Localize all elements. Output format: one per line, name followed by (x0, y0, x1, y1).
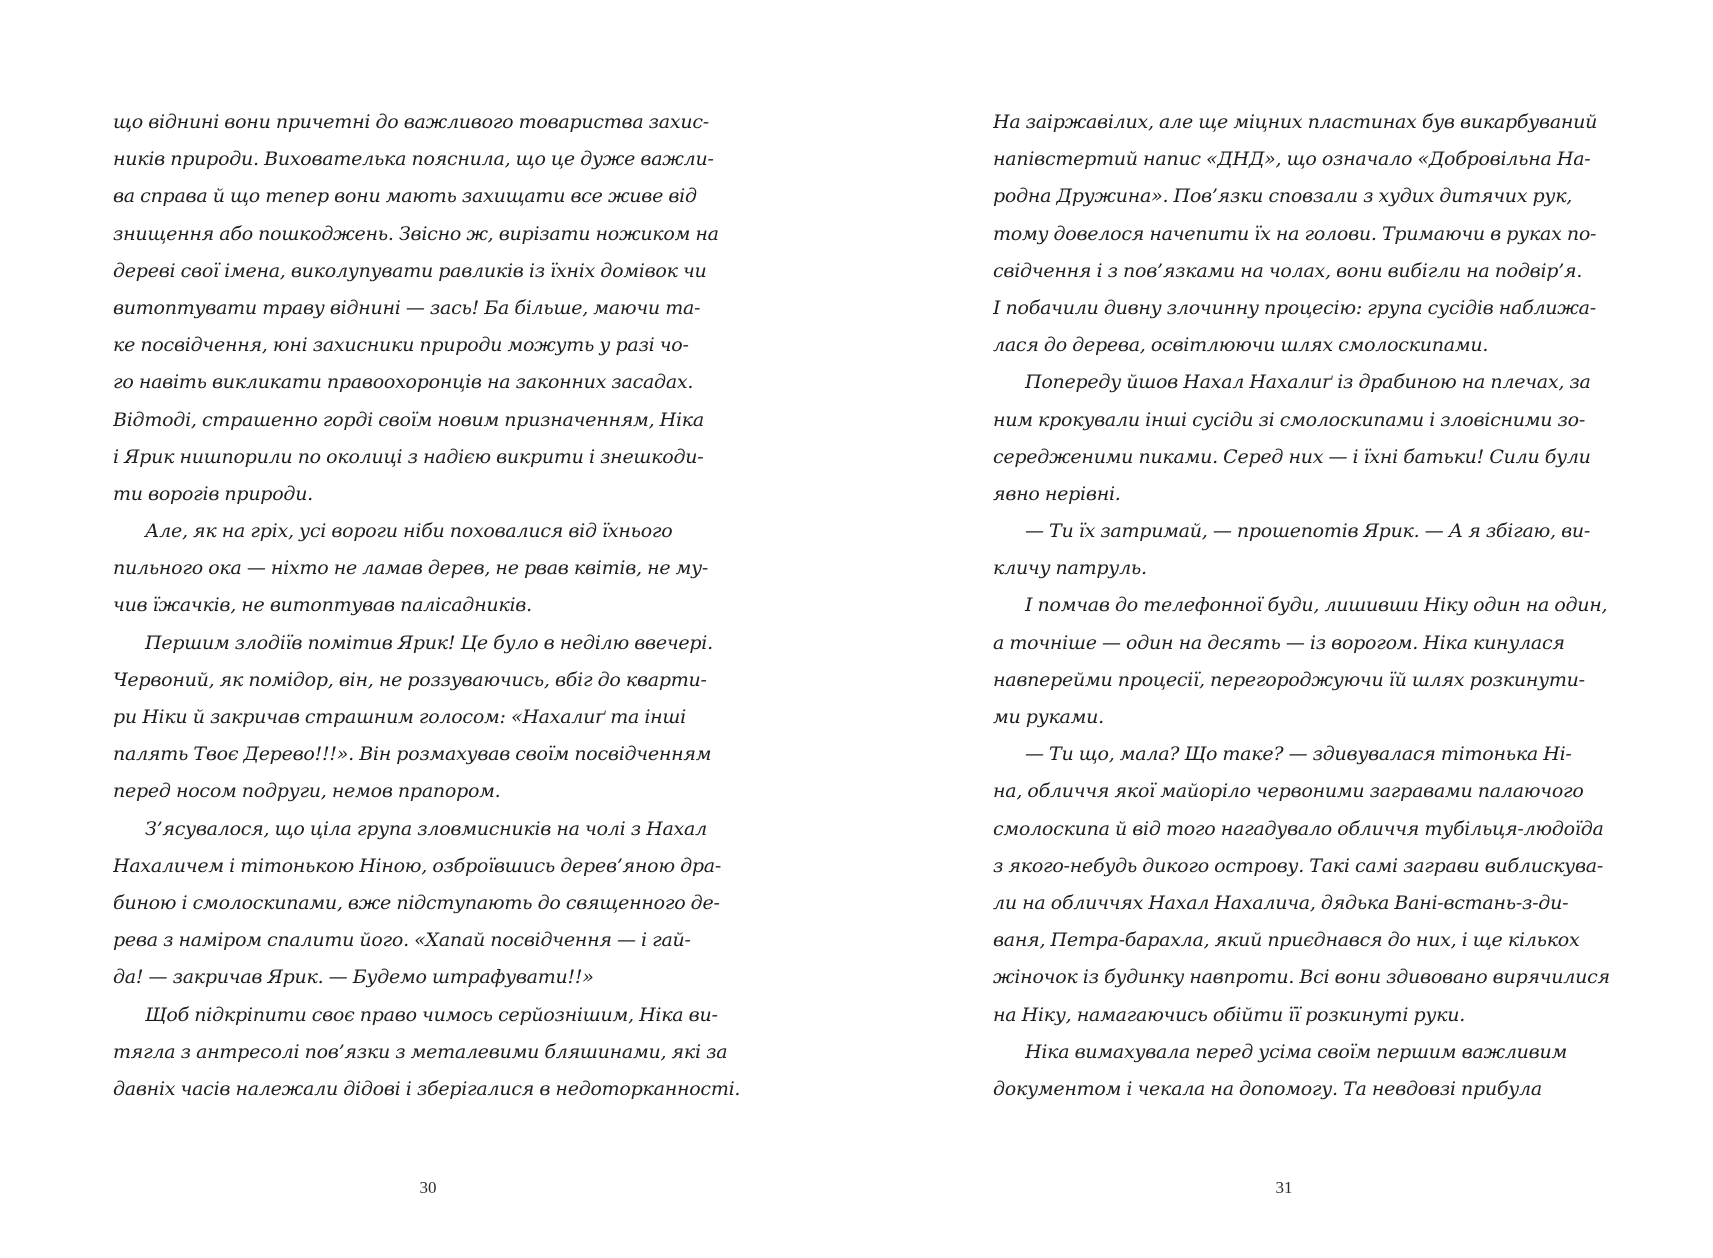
text-line: пильного ока — ніхто не ламав дерев, не рвав квітів, не му- (113, 557, 709, 580)
text-line: свідчення і з пов’язками на чолах, вони вибігли на подвір’я. (993, 259, 1583, 282)
text-line: Відтоді, страшенно горді своїм новим призначенням, Ніка (113, 408, 704, 431)
text-line: ваня, Петра-барахла, який приєднався до них, і ще кількох (993, 929, 1580, 952)
text-line: навперейми процесії, перегороджуючи їй шлях розкинути- (993, 668, 1585, 691)
text-line: Щоб підкріпити своє право чимось серйознішим, Ніка ви- (145, 1003, 718, 1026)
text-line: середженими пиками. Серед них — і їхні батьки! Сили були (993, 445, 1591, 468)
text-line: — Ти їх затримай, — прошепотів Ярик. — А я збігаю, ви- (1025, 520, 1591, 543)
text-line: і Ярик нишпорили по околиці з надією викрити і знешкоди- (113, 445, 704, 468)
text-line: лася до дерева, освітлюючи шлях смолоскипами. (993, 334, 1489, 357)
text-line: ників природи. Вихователька пояснила, що це дуже важли- (113, 148, 714, 171)
text-line: чив їжачків, не витоптував палісадників. (113, 594, 532, 617)
text-line: знищення або пошкоджень. Звісно ж, вирізати ножиком на (113, 222, 719, 245)
text-line: давніх часів належали дідові і зберігалися в недоторканності. (113, 1077, 741, 1100)
text-line: рева з наміром спалити його. «Хапай посвідчення — і гай- (113, 929, 691, 952)
text-line: на, обличчя якої майоріло червоними загравами палаючого (993, 780, 1584, 803)
right-page-text (993, 104, 1623, 1108)
text-line: тягла з антресолі пов’язки з металевими бляшинами, які за (113, 1040, 728, 1063)
right-page-number: 31 (1275, 1178, 1293, 1197)
text-line: биною і смолоскипами, вже підступають до священного де- (113, 891, 720, 914)
text-line: ним крокували інші сусіди зі смолоскипами і зловісними зо- (993, 408, 1585, 431)
text-line: документом і чекала на допомогу. Та невдовзі прибула (993, 1077, 1542, 1100)
text-line: явно нерівні. (993, 482, 1121, 505)
text-line: го навіть викликати правоохоронців на законних засадах. (113, 371, 694, 394)
right-page (856, 0, 1713, 1258)
text-line: перед носом подруги, немов прапором. (113, 780, 501, 803)
text-line: Ніка вимахувала перед усіма своїм першим важливим (1025, 1040, 1567, 1063)
text-line: ми руками. (993, 706, 1104, 728)
text-line: На заіржавілих, але ще міцних пластинах був викарбуваний (993, 111, 1598, 133)
text-line: Але, як на гріх, усі вороги ніби поховалися від їхнього (145, 520, 673, 543)
text-line: з якого-небудь дикого острову. Такі самі заграви виблискува- (993, 854, 1603, 877)
text-line: а точніше — один на десять — із ворогом. Ніка кинулася (993, 631, 1565, 654)
text-line: да! — закричав Ярик. — Будемо штрафувати!!» (113, 966, 594, 989)
text-line: смолоскипа й від того нагадувало обличчя тубільця-людоїда (993, 817, 1604, 840)
text-line: дереві свої імена, виколупувати равликів із їхніх домівок чи (113, 259, 707, 282)
text-line: Попереду йшов Нахал Нахалиґ із драбиною на плечах, за (1025, 371, 1591, 394)
left-page-number: 30 (419, 1178, 437, 1197)
text-line: ке посвідчення, юні захисники природи можуть у разі чо- (113, 334, 689, 357)
text-line: З’ясувалося, що ціла група зловмисників на чолі з Нахал (145, 817, 707, 840)
text-line: ли на обличчях Нахал Нахалича, дядька Вані-встань-з-ди- (993, 891, 1569, 914)
text-line: — Ти що, мала? Що таке? — здивувалася тітонька Ні- (1025, 743, 1572, 766)
text-line: жіночок із будинку навпроти. Всі вони здивовано вирячилися (993, 966, 1610, 989)
text-line: ти ворогів природи. (113, 482, 313, 505)
text-line: ри Ніки й закричав страшним голосом: «Нахалиґ та інші (113, 706, 686, 728)
text-line: палять Твоє Дерево!!!». Він розмахував своїм посвідченням (113, 743, 712, 766)
text-line: ва справа й що тепер вони мають захищати все живе від (113, 185, 697, 208)
text-line: І побачили дивну злочинну процесію: група сусідів наближа- (993, 296, 1596, 319)
text-line: родна Дружина». Пов’язки сповзали з худих дитячих рук, (993, 185, 1573, 208)
text-line: витоптувати траву віднині — зась! Ба більше, маючи та- (113, 296, 701, 319)
text-line: напівстертий напис «ДНД», що означало «Добровільна На- (993, 148, 1591, 171)
text-line: Червоний, як помідор, він, не роззуваючись, вбіг до кварти- (113, 668, 707, 691)
text-line: І помчав до телефонної буди, лишивши Ніку один на один, (1025, 594, 1608, 617)
text-line: тому довелося начепити їх на голови. Тримаючи в руках по- (993, 222, 1597, 245)
text-line: Першим злодіїв помітив Ярик! Це було в неділю ввечері. (145, 631, 713, 654)
text-line: Нахаличем і тітонькою Ніною, озброївшись дерев’яною дра- (113, 854, 722, 877)
text-line: кличу патруль. (993, 557, 1147, 580)
text-line: що віднині вони причетні до важливого товариства захис- (113, 111, 709, 133)
left-page-text (113, 104, 743, 1108)
text-line: на Ніку, намагаючись обійти її розкинуті руки. (993, 1003, 1465, 1026)
left-page (0, 0, 856, 1258)
